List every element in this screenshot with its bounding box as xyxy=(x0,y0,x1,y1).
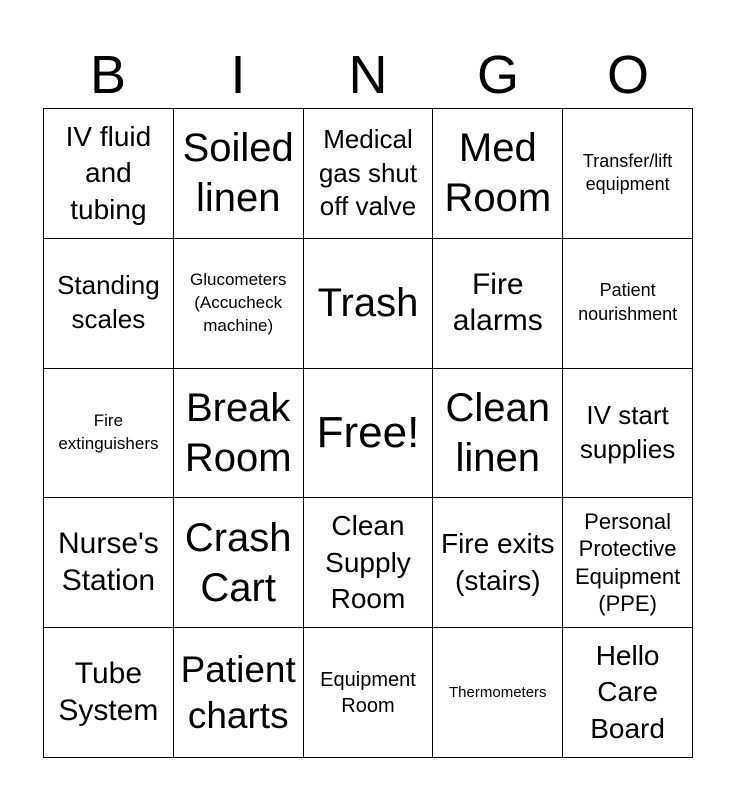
bingo-cell[interactable] xyxy=(174,109,304,239)
bingo-cell[interactable] xyxy=(433,369,563,499)
bingo-cell[interactable] xyxy=(44,628,174,758)
bingo-header xyxy=(43,42,693,108)
cell-label: IV fluid and tubing xyxy=(65,120,152,225)
bingo-cell[interactable] xyxy=(563,628,693,758)
bingo-cell[interactable] xyxy=(433,628,563,758)
bingo-cell[interactable] xyxy=(563,498,693,628)
bingo-cell[interactable] xyxy=(304,628,434,758)
cell-label: Patient nourishment xyxy=(578,280,678,325)
cell-label: Hello Care Board xyxy=(590,640,665,744)
bingo-cell[interactable] xyxy=(44,369,174,499)
bingo-cell[interactable] xyxy=(304,239,434,369)
cell-label: Break Room xyxy=(184,385,292,480)
cell-label: Glucometers (Accucheck machine) xyxy=(190,269,287,335)
header-letter-o: O xyxy=(606,45,649,105)
cell-label: Clean linen xyxy=(445,385,551,480)
cell-label: IV start supplies xyxy=(579,400,676,464)
cell-label: Med Room xyxy=(444,126,552,221)
cell-label: Nurse's Station xyxy=(58,527,159,597)
bingo-cell[interactable] xyxy=(174,369,304,499)
cell-label: Fire alarms xyxy=(452,267,543,338)
cell-label: Soiled linen xyxy=(182,126,294,221)
cell-label: Transfer/lift equipment xyxy=(582,150,673,195)
cell-label: Personal Protective Equipment (PPE) xyxy=(575,508,681,617)
header-letter-b: B xyxy=(89,45,127,105)
cell-label: Crash Cart xyxy=(184,515,292,610)
bingo-cell[interactable] xyxy=(304,498,434,628)
bingo-cell[interactable] xyxy=(174,498,304,628)
bingo-cell[interactable] xyxy=(563,109,693,239)
bingo-cell[interactable] xyxy=(433,498,563,628)
cell-label: Free! xyxy=(316,408,420,458)
cell-label: Trash xyxy=(317,281,419,326)
header-letter-n: N xyxy=(348,45,388,105)
bingo-cell[interactable] xyxy=(433,109,563,239)
bingo-cell[interactable] xyxy=(174,239,304,369)
cell-label: Standing scales xyxy=(57,270,160,335)
bingo-cell free-space[interactable] xyxy=(304,369,434,499)
cell-label: Clean Supply Room xyxy=(325,510,411,614)
cell-label: Fire extinguishers xyxy=(58,411,159,453)
cell-label: Patient charts xyxy=(180,649,296,736)
bingo-cell[interactable] xyxy=(44,498,174,628)
bingo-cell[interactable] xyxy=(44,109,174,239)
bingo-cell[interactable] xyxy=(174,628,304,758)
cell-label: Thermometers xyxy=(449,683,547,701)
header-letter-i: I xyxy=(230,45,246,105)
bingo-cell[interactable] xyxy=(304,109,434,239)
bingo-cell[interactable] xyxy=(44,239,174,369)
header-letter-g: G xyxy=(476,45,519,105)
bingo-cell[interactable] xyxy=(433,239,563,369)
cell-label: Medical gas shut off valve xyxy=(318,123,418,222)
bingo-cell[interactable] xyxy=(563,239,693,369)
cell-label: Tube System xyxy=(58,657,159,727)
cell-label: Equipment Room xyxy=(320,668,416,717)
bingo-grid xyxy=(43,108,693,758)
cell-label: Fire exits (stairs) xyxy=(440,528,555,596)
bingo-cell[interactable] xyxy=(563,369,693,499)
